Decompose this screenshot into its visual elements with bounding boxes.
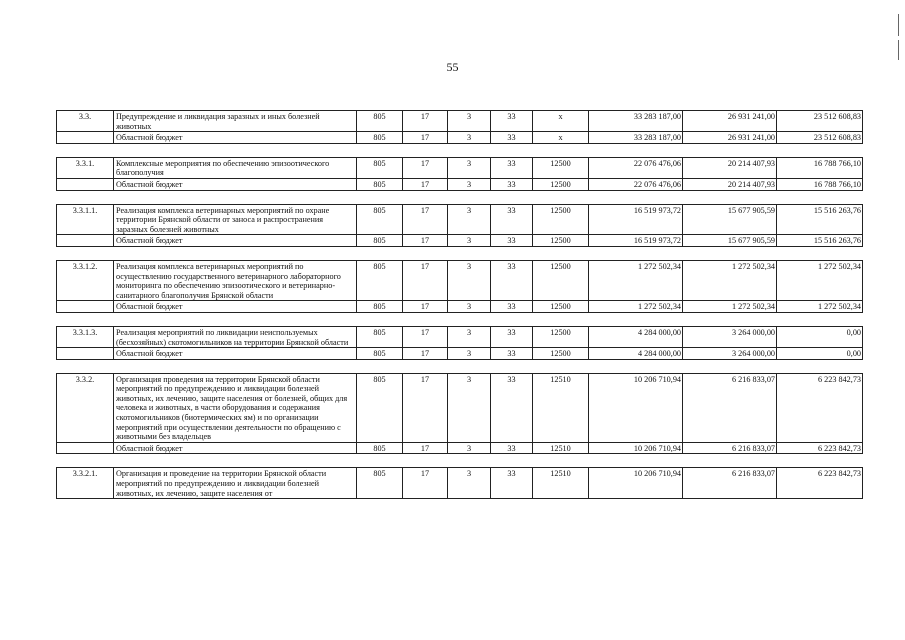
cell-amount-3: 23 512 608,83 <box>777 132 863 144</box>
cell-amount-1: 22 076 476,06 <box>589 157 683 178</box>
cell-amount-2: 3 264 000,00 <box>683 326 777 347</box>
row-code <box>57 235 114 247</box>
cell-amount-2: 3 264 000,00 <box>683 348 777 360</box>
cell-gp: 17 <box>403 442 448 454</box>
cell-gp: 17 <box>403 178 448 190</box>
cell-amount-3: 6 223 842,73 <box>777 468 863 499</box>
cell-main-event: 33 <box>491 468 533 499</box>
cell-amount-1: 1 272 502,34 <box>589 260 683 300</box>
cell-gp: 17 <box>403 373 448 442</box>
cell-amount-1: 1 272 502,34 <box>589 301 683 313</box>
cell-amount-1: 16 519 973,72 <box>589 235 683 247</box>
cell-amount-1: 10 206 710,94 <box>589 442 683 454</box>
spacer-cell <box>57 312 863 326</box>
cell-gr: 805 <box>357 157 403 178</box>
row-name: Организация и проведение на территории Брянской области мероприятий по предупреждению и ликвидации болезней животных, их лечению, защите населения от <box>114 468 357 499</box>
cell-gp: 17 <box>403 301 448 313</box>
spacer-cell <box>57 190 863 204</box>
row-name: Реализация комплекса ветеринарных мероприятий по осуществлению государственного ветеринарного лабораторного мониторинга по обеспечению эпизоотического и ветеринарно-санитарного благополучия Брянской области <box>114 260 357 300</box>
cell-amount-1: 10 206 710,94 <box>589 468 683 499</box>
budget-subrow <box>57 235 863 247</box>
row-code: 3.3.1.3. <box>57 326 114 347</box>
cell-direction: 12500 <box>533 157 589 178</box>
cell-subprogram: 3 <box>448 348 491 360</box>
cell-subprogram: 3 <box>448 326 491 347</box>
cell-amount-3: 23 512 608,83 <box>777 111 863 132</box>
cell-amount-3: 16 788 766,10 <box>777 157 863 178</box>
row-spacer <box>57 246 863 260</box>
cell-amount-2: 20 214 407,93 <box>683 157 777 178</box>
cell-gp: 17 <box>403 348 448 360</box>
cell-gr: 805 <box>357 204 403 235</box>
row-code: 3.3. <box>57 111 114 132</box>
table-row <box>57 260 863 300</box>
cell-gr: 805 <box>357 348 403 360</box>
scan-edge-mark <box>898 14 899 36</box>
cell-subprogram: 3 <box>448 235 491 247</box>
row-code <box>57 301 114 313</box>
row-name: Областной бюджет <box>114 301 357 313</box>
cell-subprogram: 3 <box>448 178 491 190</box>
cell-amount-2: 1 272 502,34 <box>683 260 777 300</box>
cell-subprogram: 3 <box>448 260 491 300</box>
cell-direction: 12500 <box>533 235 589 247</box>
cell-gr: 805 <box>357 326 403 347</box>
row-spacer <box>57 143 863 157</box>
budget-subrow <box>57 348 863 360</box>
cell-amount-1: 33 283 187,00 <box>589 132 683 144</box>
budget-subrow <box>57 132 863 144</box>
cell-gr: 805 <box>357 373 403 442</box>
cell-direction: 12500 <box>533 301 589 313</box>
row-spacer <box>57 190 863 204</box>
cell-amount-1: 10 206 710,94 <box>589 373 683 442</box>
cell-main-event: 33 <box>491 260 533 300</box>
cell-direction: 12510 <box>533 373 589 442</box>
cell-amount-3: 1 272 502,34 <box>777 260 863 300</box>
row-spacer <box>57 359 863 373</box>
cell-gp: 17 <box>403 326 448 347</box>
cell-subprogram: 3 <box>448 132 491 144</box>
cell-gp: 17 <box>403 157 448 178</box>
row-name: Предупреждение и ликвидация заразных и иных болезней животных <box>114 111 357 132</box>
cell-gr: 805 <box>357 260 403 300</box>
cell-amount-1: 16 519 973,72 <box>589 204 683 235</box>
cell-main-event: 33 <box>491 348 533 360</box>
cell-amount-3: 16 788 766,10 <box>777 178 863 190</box>
table-row <box>57 373 863 442</box>
cell-amount-2: 26 931 241,00 <box>683 132 777 144</box>
cell-amount-3: 1 272 502,34 <box>777 301 863 313</box>
spacer-cell <box>57 359 863 373</box>
row-code <box>57 442 114 454</box>
page-number: 55 <box>446 60 459 74</box>
cell-direction: 12500 <box>533 260 589 300</box>
row-name: Областной бюджет <box>114 178 357 190</box>
spacer-cell <box>57 246 863 260</box>
cell-subprogram: 3 <box>448 301 491 313</box>
cell-gr: 805 <box>357 132 403 144</box>
table-row <box>57 204 863 235</box>
budget-table <box>56 110 863 499</box>
row-name: Областной бюджет <box>114 235 357 247</box>
cell-amount-2: 6 216 833,07 <box>683 468 777 499</box>
cell-amount-3: 6 223 842,73 <box>777 442 863 454</box>
cell-amount-1: 33 283 187,00 <box>589 111 683 132</box>
cell-amount-2: 20 214 407,93 <box>683 178 777 190</box>
cell-main-event: 33 <box>491 373 533 442</box>
cell-direction: 12510 <box>533 468 589 499</box>
cell-main-event: 33 <box>491 301 533 313</box>
cell-direction: 12510 <box>533 442 589 454</box>
cell-main-event: 33 <box>491 157 533 178</box>
table-row <box>57 157 863 178</box>
cell-amount-2: 15 677 905,59 <box>683 204 777 235</box>
table-row <box>57 111 863 132</box>
table-row <box>57 468 863 499</box>
row-code <box>57 132 114 144</box>
row-name: Областной бюджет <box>114 348 357 360</box>
cell-amount-1: 4 284 000,00 <box>589 326 683 347</box>
row-code: 3.3.1.1. <box>57 204 114 235</box>
cell-gr: 805 <box>357 301 403 313</box>
cell-amount-2: 26 931 241,00 <box>683 111 777 132</box>
row-code <box>57 178 114 190</box>
cell-subprogram: 3 <box>448 373 491 442</box>
cell-amount-2: 15 677 905,59 <box>683 235 777 247</box>
scan-edge-mark <box>898 40 899 60</box>
cell-main-event: 33 <box>491 326 533 347</box>
budget-subrow <box>57 442 863 454</box>
row-spacer <box>57 312 863 326</box>
cell-direction: x <box>533 132 589 144</box>
spacer-cell <box>57 454 863 468</box>
cell-amount-3: 0,00 <box>777 348 863 360</box>
row-spacer <box>57 454 863 468</box>
row-name: Реализация комплекса ветеринарных мероприятий по охране территории Брянской области от заноса и распространения заразных болезней животных <box>114 204 357 235</box>
cell-gr: 805 <box>357 178 403 190</box>
cell-amount-3: 15 516 263,76 <box>777 204 863 235</box>
cell-amount-2: 6 216 833,07 <box>683 373 777 442</box>
cell-gp: 17 <box>403 132 448 144</box>
cell-subprogram: 3 <box>448 157 491 178</box>
cell-gr: 805 <box>357 442 403 454</box>
cell-amount-3: 6 223 842,73 <box>777 373 863 442</box>
row-name: Комплексные мероприятия по обеспечению эпизоотического благополучия <box>114 157 357 178</box>
cell-subprogram: 3 <box>448 442 491 454</box>
cell-direction: 12500 <box>533 348 589 360</box>
cell-direction: x <box>533 111 589 132</box>
spacer-cell <box>57 143 863 157</box>
row-code: 3.3.2. <box>57 373 114 442</box>
cell-main-event: 33 <box>491 178 533 190</box>
cell-amount-2: 6 216 833,07 <box>683 442 777 454</box>
cell-main-event: 33 <box>491 235 533 247</box>
cell-amount-2: 1 272 502,34 <box>683 301 777 313</box>
cell-gp: 17 <box>403 468 448 499</box>
cell-main-event: 33 <box>491 132 533 144</box>
row-code <box>57 348 114 360</box>
cell-gp: 17 <box>403 235 448 247</box>
cell-gr: 805 <box>357 235 403 247</box>
budget-subrow <box>57 178 863 190</box>
row-name: Областной бюджет <box>114 442 357 454</box>
budget-subrow <box>57 301 863 313</box>
cell-gp: 17 <box>403 260 448 300</box>
cell-main-event: 33 <box>491 111 533 132</box>
row-code: 3.3.2.1. <box>57 468 114 499</box>
cell-direction: 12500 <box>533 178 589 190</box>
cell-amount-3: 15 516 263,76 <box>777 235 863 247</box>
row-name: Областной бюджет <box>114 132 357 144</box>
row-name: Реализация мероприятий по ликвидации неиспользуемых (бесхозяйных) скотомогильников на территории Брянской области <box>114 326 357 347</box>
cell-subprogram: 3 <box>448 111 491 132</box>
cell-direction: 12500 <box>533 204 589 235</box>
row-code: 3.3.1.2. <box>57 260 114 300</box>
cell-main-event: 33 <box>491 442 533 454</box>
cell-amount-1: 22 076 476,06 <box>589 178 683 190</box>
cell-main-event: 33 <box>491 204 533 235</box>
cell-subprogram: 3 <box>448 468 491 499</box>
cell-gp: 17 <box>403 111 448 132</box>
row-code: 3.3.1. <box>57 157 114 178</box>
cell-amount-3: 0,00 <box>777 326 863 347</box>
cell-gp: 17 <box>403 204 448 235</box>
cell-subprogram: 3 <box>448 204 491 235</box>
cell-amount-1: 4 284 000,00 <box>589 348 683 360</box>
table-row <box>57 326 863 347</box>
cell-gr: 805 <box>357 468 403 499</box>
cell-direction: 12500 <box>533 326 589 347</box>
cell-gr: 805 <box>357 111 403 132</box>
row-name: Организация проведения на территории Брянской области мероприятий по предупреждению и ликвидации болезней животных, их лечению, защите населения от болезней, общих для человека и животных, в части оборудования и содержания скотомогильников (биотермических ям) и по организации мероприятий при осуществлении деятельности по обращению с животными без владельцев <box>114 373 357 442</box>
